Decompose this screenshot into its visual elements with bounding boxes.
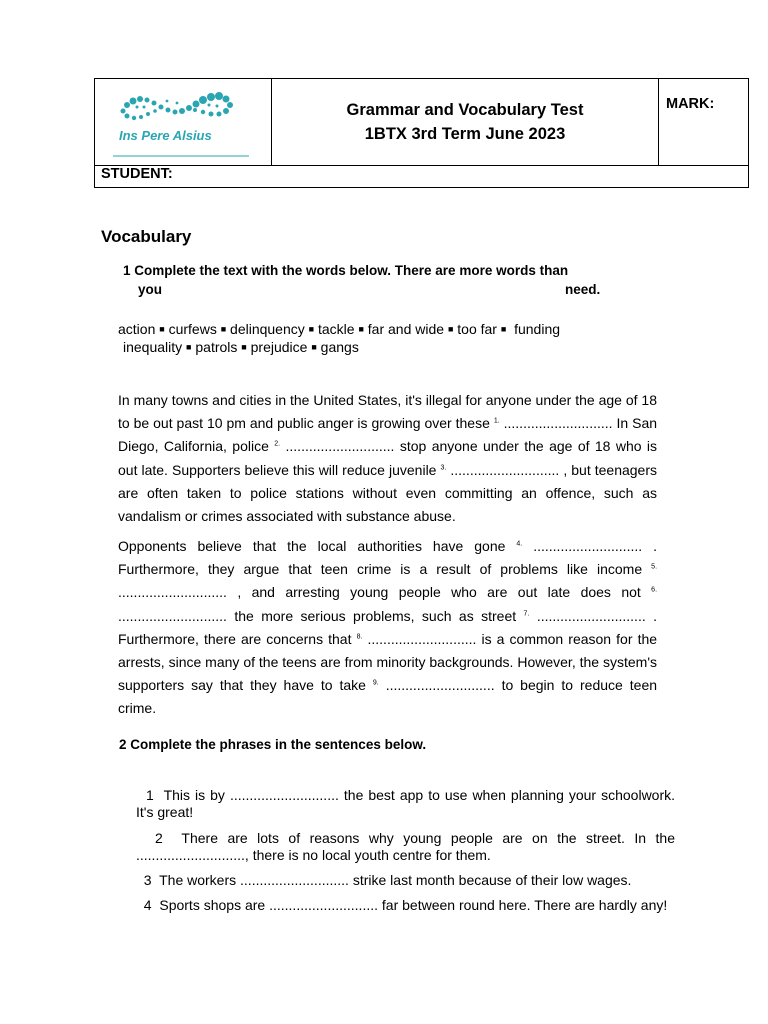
exercise1-instruction: 1 Complete the text with the words below. There are more words than: [123, 263, 569, 278]
gap-blank[interactable]: ............................: [136, 847, 245, 863]
paragraph-text: , and arresting young people who are out late does not: [237, 584, 641, 601]
square-bullet: ■: [220, 324, 227, 334]
word-bank-line1: [118, 320, 560, 338]
paragraph-text: , but teenagers are often taken to police stations without even committing an offence, such as vandalism or crimes associated with substance abuse.: [118, 461, 658, 525]
word: tackle: [317, 321, 355, 337]
gap-blank[interactable]: ............................: [503, 415, 613, 432]
gap-number: 1.: [493, 417, 500, 425]
test-subtitle: 1BTX 3rd Term June 2023: [364, 125, 566, 143]
word-bank: [118, 320, 560, 356]
gap-blank[interactable]: ............................: [533, 538, 643, 554]
paragraph-text: In many towns and cities in the United States, it's illegal for anyone under the age of 18 to be out past 10 pm and public anger is growing over these: [118, 392, 657, 432]
word: gangs: [320, 339, 359, 355]
gap-blank[interactable]: ............................: [385, 677, 495, 694]
sentence-text: This is by: [163, 787, 225, 803]
gap-number: 5.: [651, 563, 658, 571]
square-bullet: ■: [500, 324, 507, 334]
sentence-text: Sports shops are: [159, 897, 266, 913]
gap-number: 4.: [516, 540, 523, 548]
student-label: STUDENT:: [101, 166, 173, 182]
header-table: [94, 78, 749, 188]
mark-cell: [659, 79, 748, 165]
text-paragraph-2: [118, 535, 657, 721]
word: too far: [457, 321, 497, 337]
test-title: Grammar and Vocabulary Test: [346, 101, 584, 119]
square-bullet: ■: [447, 324, 454, 334]
gap-blank[interactable]: ............................: [229, 787, 339, 803]
square-bullet: ■: [241, 342, 247, 352]
gap-number: 2.: [274, 440, 281, 448]
paragraph-text: the more serious problems, such as street: [234, 607, 517, 624]
sentence-number: 2: [154, 830, 163, 846]
paragraph-text: stop anyone under the age of 18 who is out late. Supporters believe this will reduce juvenile: [118, 438, 658, 478]
school-logo: [109, 81, 259, 159]
square-bullet: ■: [308, 324, 315, 334]
logo-text: Ins Pere Alsius: [119, 128, 212, 143]
gap-number: 3.: [440, 463, 447, 471]
square-bullet: ■: [159, 324, 165, 334]
square-bullet: ■: [311, 342, 317, 352]
sentence-number: 1: [146, 787, 154, 803]
square-bullet: ■: [358, 324, 364, 334]
word-bank-line2: [118, 338, 560, 356]
gap-blank[interactable]: ............................: [118, 607, 227, 624]
text-paragraph-1: [118, 389, 657, 528]
word: delinquency: [230, 321, 305, 337]
gap-blank[interactable]: ............................: [285, 438, 395, 455]
sentence-text: strike last month because of their low wages.: [352, 872, 632, 888]
sentence-text: far between round here. There are hardly any!: [381, 897, 668, 913]
gap-blank[interactable]: ............................: [536, 607, 646, 624]
paragraph-text: is a common reason for the arrests, since many of the teens are from minority backgrounds. However, the system's supporters say that they have to take: [118, 630, 658, 694]
paragraph-text: . Furthermore, there are concerns that: [118, 607, 658, 647]
sentence-text: The workers: [159, 872, 237, 888]
sentence-text: There are lots of reasons why young people are on the street. In the: [181, 830, 675, 846]
exercise2-instruction: 2 Complete the phrases in the sentences below.: [119, 737, 427, 752]
word: patrols: [195, 339, 238, 355]
gap-blank[interactable]: ............................: [118, 584, 227, 601]
exercise1-instruction-cont: you: [138, 282, 163, 297]
word: curfews: [168, 321, 217, 337]
sentence-2: [136, 830, 675, 864]
word: prejudice: [250, 339, 308, 355]
student-row: [95, 165, 748, 187]
paragraph-text: In San Diego, California, police: [118, 415, 658, 455]
sentence-text: , there is no local youth centre for them.: [244, 847, 491, 863]
word: funding: [514, 321, 561, 337]
word: inequality: [123, 339, 183, 355]
sentence-number: 4: [143, 897, 152, 913]
title-cell: [272, 79, 659, 165]
paragraph-text: Opponents believe that the local authorities have gone: [118, 538, 506, 554]
paragraph-text: to begin to reduce teen crime.: [118, 677, 658, 717]
gap-number: 6.: [651, 586, 658, 594]
gap-number: 7.: [523, 609, 530, 617]
gap-blank[interactable]: ............................: [240, 872, 349, 888]
gap-blank[interactable]: ............................: [269, 897, 379, 913]
word: action: [118, 321, 156, 337]
paragraph-text: . Furthermore, they argue that teen crime is a result of problems like income: [118, 538, 658, 578]
sentence-number: 3: [143, 872, 152, 888]
word: far and wide: [367, 321, 445, 337]
sentence-4: [136, 897, 675, 914]
sentence-1: [136, 787, 675, 821]
gap-number: 9.: [372, 679, 379, 687]
gap-blank[interactable]: ............................: [450, 461, 560, 478]
mark-label: MARK:: [666, 96, 715, 112]
sentence-text: the best app to use when planning your schoolwork. It's great!: [136, 787, 676, 820]
section-title: Vocabulary: [101, 227, 192, 246]
sentence-3: [136, 872, 675, 889]
exercise1-instruction-end: need.: [565, 282, 601, 297]
logo-cell: [95, 79, 272, 165]
gap-blank[interactable]: ............................: [367, 630, 477, 647]
gap-number: 8.: [356, 633, 363, 641]
square-bullet: ■: [186, 342, 192, 352]
